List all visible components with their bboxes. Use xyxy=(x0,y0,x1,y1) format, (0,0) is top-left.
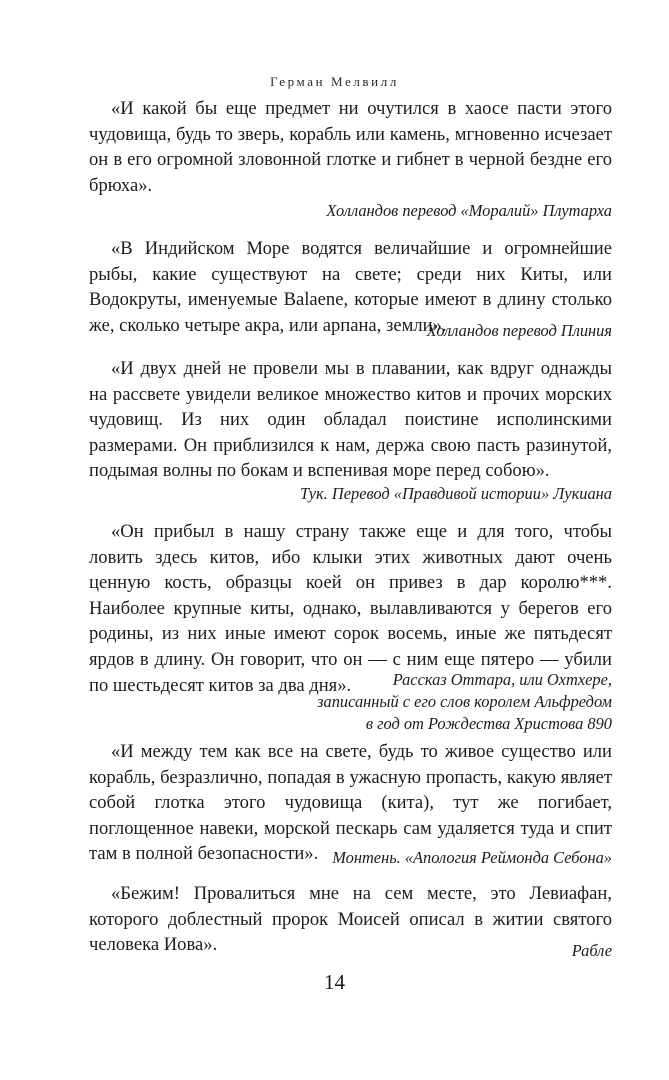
attribution-line: записанный с его слов королем Альфредом xyxy=(317,692,612,711)
quote-text: «И двух дней не провели мы в плавании, как вдруг однажды на рассвете увидели великое множество китов и прочих морских чудовищ. Из них один обладал поистине исполинскими размерами. Он приблизился к нам, держа свою пасть разинутой, подымая волны по бокам и вспенивая море перед собою». xyxy=(89,358,612,482)
quote-text: «И какой бы еще предмет ни очутился в хаосе пасти этого чудовища, будь то зверь, корабль или камень, мгновенно исчезает он в его огромной зловонной глотке и гибнет в черной бездне его брюха». xyxy=(89,98,612,196)
quote-attribution xyxy=(89,483,612,505)
quote-attribution xyxy=(89,847,612,869)
page-number: 14 xyxy=(324,970,345,994)
attribution-line: Рабле xyxy=(571,941,612,960)
attribution-line: Холландов перевод Плиния xyxy=(426,321,612,340)
quote-text: «Бежим! Провалиться мне на сем месте, это Левиафан, которого доблестный пророк Моисей описал в житии святого человека Иова». xyxy=(89,883,612,956)
quote-text: «И между тем как все на свете, будь то живое существо или корабль, безразлично, попадая в ужасную пропасть, какую являет собой глотка этого чудовища (кита), тут же погибает, поглощенное навеки, морской пескарь сам удаляется туда и спит там в полной безопасности». xyxy=(89,741,612,865)
running-head: Герман Мелвилл xyxy=(270,74,399,89)
quote-text: «В Индийском Море водятся величайшие и огромнейшие рыбы, какие существуют на свете; среди них Киты, или Водокруты, именуемые Balaene, которые имеют в длину столько же, сколько четыре акра, или арпана, земли». xyxy=(89,238,612,336)
quote-text: «Он прибыл в нашу страну также еще и для того, чтобы ловить здесь китов, ибо клыки этих животных дают очень ценную кость, образцы коей он привез в дар королю***. Наиболее крупные киты, однако, вылавливаются у берегов его родины, из них иные имеют сорок восемь, иные же пятьдесят ярдов в длину. Он говорит, что он — с ним еще пятеро — убили по шестьдесят китов за два дня». xyxy=(89,521,612,696)
attribution-line: Рассказ Оттара, или Охтхере, xyxy=(392,670,612,689)
quote-attribution xyxy=(89,200,612,222)
quote-attribution xyxy=(89,940,612,962)
attribution-line: Холландов перевод «Моралий» Плутарха xyxy=(326,201,612,220)
attribution-line: Тук. Перевод «Правдивой истории» Лукиана xyxy=(300,484,612,503)
attribution-line: Монтень. «Апология Реймонда Себона» xyxy=(332,848,612,867)
quote-attribution xyxy=(89,320,612,342)
quote-attribution xyxy=(89,669,612,735)
attribution-line: в год от Рождества Христова 890 xyxy=(365,714,612,733)
